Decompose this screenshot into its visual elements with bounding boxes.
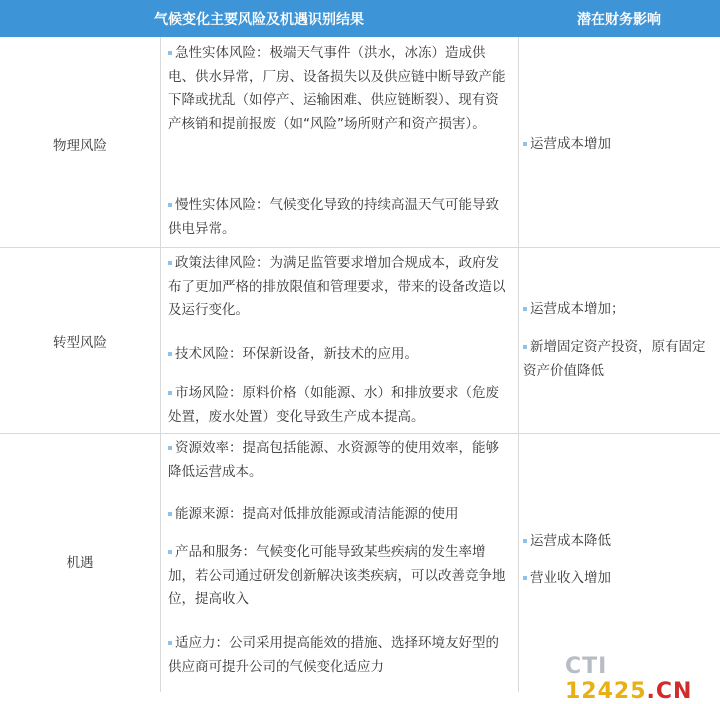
list-item: 慢性实体风险：气候变化导致的持续高温天气可能导致供电异常。 [168,197,499,237]
bullet-icon [523,307,527,311]
bullet-icon [523,539,527,543]
bullet-icon [168,512,172,516]
column-divider-left [160,37,161,692]
bullet-icon [168,203,172,207]
table-header-risks: 气候变化主要风险及机遇识别结果 [0,0,518,37]
list-item: 适应力：公司采用提高能效的措施、选择环境友好型的供应商可提升公司的气候变化适应力 [168,635,499,675]
bullet-icon [523,142,527,146]
bullet-icon [168,446,172,450]
bullet-icon [168,641,172,645]
table-header-financial-impact: 潜在财务影响 [518,0,720,37]
row-divider [0,433,720,434]
list-item: 技术风险：环保新设备，新技术的应用。 [168,343,510,367]
row-divider [0,247,720,248]
row-category-opportunity: 机遇 [66,555,94,571]
row-category-transition-risk: 转型风险 [53,335,107,351]
bullet-icon [523,576,527,580]
list-item: 资源效率：提高包括能源、水资源等的使用效率，能够降低运营成本。 [168,440,499,480]
list-item: 产品和服务：气候变化可能导致某些疾病的发生率增加，若公司通过研发创新解决该类疾病，可以改善竞争地位，提高收入 [168,544,506,607]
list-item: 市场风险：原料价格（如能源、水）和排放要求（危废处置，废水处置）变化导致生产成本提高。 [168,385,499,425]
column-divider-right [518,37,519,692]
list-item: 政策法律风险：为满足监管要求增加合规成本，政府发布了更加严格的排放限值和管理要求，带来的设备改造以及运行变化。 [168,255,506,318]
impact-item: 运营成本增加； [523,298,715,322]
list-item: 急性实体风险：极端天气事件（洪水，冰冻）造成供电、供水异常，厂房、设备损失以及供应链中断导致产能下降或扰乱（如停产、运输困难、供应链断裂）、现有资产核销和提前报废（如“风险”场所财产和资产损害）。 [168,45,506,132]
bullet-icon [523,345,527,349]
impact-item: 营业收入增加 [523,567,715,591]
impact-item: 运营成本降低 [523,530,715,554]
list-item: 能源来源：提高对低排放能源或清洁能源的使用 [168,503,510,527]
bullet-icon [168,261,172,265]
impact-item: 新增固定资产投资，原有固定资产价值降低 [523,339,706,379]
bullet-icon [168,51,172,55]
watermark-logo: CTI 12425.CN [565,654,693,704]
bullet-icon [168,391,172,395]
row-category-physical-risk: 物理风险 [53,138,107,154]
impact-item: 运营成本增加 [523,133,715,157]
bullet-icon [168,352,172,356]
bullet-icon [168,550,172,554]
